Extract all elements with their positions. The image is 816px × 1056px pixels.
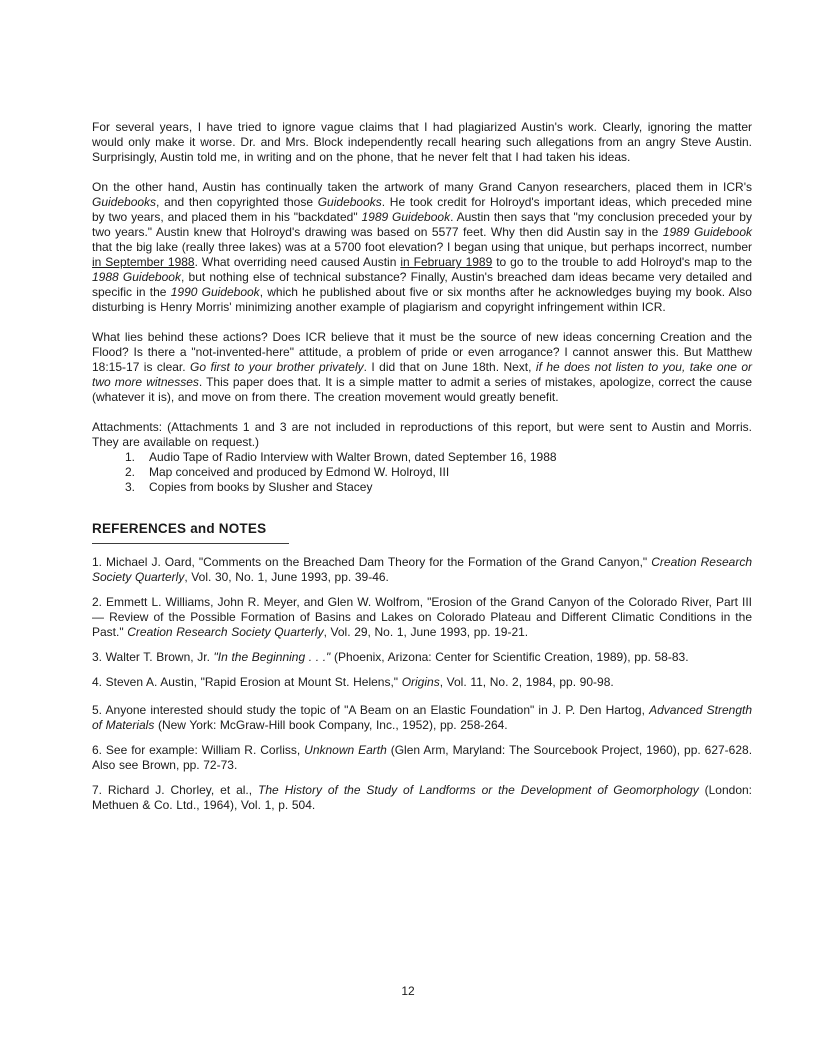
attachments-section: [92, 420, 752, 495]
italic-text: 1989 Guidebook: [361, 210, 451, 224]
text-run: . What overriding need caused Austin: [194, 255, 401, 269]
text-run: 2. Emmett L. Williams, John R. Meyer, and Glen W. Wolfrom, "Erosion of the Grand Canyon of the Colorado River, Part III — Review of the Possible Formation of Basins and Lakes on Colorado Plateau and Different Climatic Conditions in the Past.": [92, 595, 752, 639]
text-run: On the other hand, Austin has continually taken the artwork of many Grand Canyon researchers, placed them in ICR's: [92, 180, 752, 194]
text-run: 1. Michael J. Oard, "Comments on the Breached Dam Theory for the Formation of the Grand Canyon,": [92, 555, 652, 569]
text-run: . Austin then says that "my conclusion preceded your by two years." Austin knew that Holroyd's drawing was based on 5577 feet. Why then did Austin say in the: [92, 210, 752, 239]
attachment-text: Copies from books by Slusher and Stacey: [149, 480, 373, 494]
underlined-text: in September 1988: [92, 255, 195, 269]
text-run: . He took credit for Holroyd's important ideas, which preceded mine by two years, and placed them in his "backdated": [92, 195, 752, 224]
attachment-number: 1.: [125, 450, 136, 464]
attachments-list: [92, 450, 752, 495]
italic-text: Guidebooks: [92, 195, 157, 209]
reference-item: [92, 595, 752, 640]
italic-text: 1988 Guidebook: [92, 270, 181, 284]
text-run: 7. Richard J. Chorley, et al.,: [92, 783, 259, 797]
italic-text: Creation Research Society Quarterly: [92, 555, 752, 584]
italic-text: Advanced Strength of Materials: [92, 703, 752, 732]
text-run: What lies behind these actions? Does ICR believe that it must be the source of new ideas concerning Creation and the Flood? Is there a "not-invented-here" attitude, a problem of pride or even arrogance? I cannot answer this. But Matthew 18:15-17 is clear.: [92, 330, 752, 374]
italic-text: Guidebooks: [317, 195, 382, 209]
body-paragraph: [92, 180, 752, 315]
text-run: (New York: McGraw-Hill book Company, Inc., 1952), pp. 258-264.: [154, 718, 508, 732]
text-run: , Vol. 11, No. 2, 1984, pp. 90-98.: [439, 675, 614, 689]
text-run: , and then copyrighted those: [156, 195, 318, 209]
text-run: , which he published about five or six months after he acknowledges buying my book. Also disturbing is Henry Morris' minimizing another example of plagiarism and copyright infringement within ICR.: [92, 285, 752, 314]
italic-text: "In the Beginning . . .": [213, 650, 331, 664]
reference-item: [92, 743, 752, 773]
italic-text: Creation Research Society Quarterly: [127, 625, 324, 639]
reference-item: [92, 555, 752, 585]
text-run: . This paper does that. It is a simple matter to admit a series of mistakes, apologize, correct the cause (whatever it is), and move on from there. The creation movement would greatly benefit.: [92, 375, 752, 404]
italic-text: Go first to your brother privately: [190, 360, 364, 374]
text-run: 4. Steven A. Austin, "Rapid Erosion at Mount St. Helens,": [92, 675, 402, 689]
reference-item: [92, 650, 752, 665]
references-rule: [92, 543, 289, 544]
references-list: [92, 555, 752, 813]
text-run: (Glen Arm, Maryland: The Sourcebook Project, 1960), pp. 627-628. Also see Brown, pp. 72-73.: [92, 743, 753, 772]
italic-text: The History of the Study of Landforms or the Development of Geomorphology: [258, 783, 699, 797]
attachment-text: Audio Tape of Radio Interview with Walter Brown, dated September 16, 1988: [149, 450, 557, 464]
reference-item: [92, 703, 752, 733]
text-run: 6. See for example: William R. Corliss,: [92, 743, 305, 757]
body-paragraph: [92, 120, 752, 165]
text-run: , but nothing else of technical substance? Finally, Austin's breached dam ideas became very detailed and specific in the: [92, 270, 752, 299]
body-paragraphs: [92, 120, 752, 405]
text-run: 3. Walter T. Brown, Jr.: [92, 650, 214, 664]
attachment-number: 3.: [125, 480, 136, 494]
attachment-number: 2.: [125, 465, 136, 479]
text-run: , Vol. 30, No. 1, June 1993, pp. 39-46.: [184, 570, 389, 584]
attachments-intro: Attachments: (Attachments 1 and 3 are not included in reproductions of this report, but were sent to Austin and Morris. They are available on request.): [92, 420, 752, 449]
italic-text: 1989 Guidebook: [662, 225, 752, 239]
attachment-text: Map conceived and produced by Edmond W. Holroyd, III: [149, 465, 450, 479]
text-run: (London: Methuen & Co. Ltd., 1964), Vol. 1, p. 504.: [92, 783, 752, 812]
italic-text: Unknown Earth: [304, 743, 387, 757]
italic-text: if he does not listen to you, take one or two more witnesses: [92, 360, 752, 389]
attachment-item: [92, 450, 752, 465]
page-number: 12: [401, 984, 415, 998]
text-run: 5. Anyone interested should study the topic of "A Beam on an Elastic Foundation" in J. P. Den Hartog,: [92, 703, 650, 717]
page-content: [92, 120, 752, 823]
text-run: (Phoenix, Arizona: Center for Scientific Creation, 1989), pp. 58-83.: [330, 650, 689, 664]
attachment-item: [92, 465, 752, 480]
text-run: . I did that on June 18th. Next,: [363, 360, 536, 374]
body-paragraph: [92, 330, 752, 405]
text-run: to go to the trouble to add Holroyd's map to the: [492, 255, 753, 269]
text-run: that the big lake (really three lakes) was at a 5700 foot elevation? I began using that unique, but perhaps incorrect, number: [92, 240, 752, 254]
reference-item: [92, 783, 752, 813]
references-heading: REFERENCES and NOTES: [92, 521, 267, 536]
reference-item: [92, 675, 752, 690]
italic-text: Origins: [401, 675, 440, 689]
text-run: For several years, I have tried to ignore vague claims that I had plagiarized Austin's work. Clearly, ignoring the matter would only make it worse. Dr. and Mrs. Block independently recall hearing such allegations from an angry Steve Austin. Surprisingly, Austin told me, in writing and on the phone, that he never felt that I had taken his ideas.: [92, 120, 752, 164]
attachment-item: [92, 480, 752, 495]
italic-text: 1990 Guidebook: [170, 285, 260, 299]
underlined-text: in February 1989: [400, 255, 493, 269]
text-run: , Vol. 29, No. 1, June 1993, pp. 19-21.: [323, 625, 529, 639]
